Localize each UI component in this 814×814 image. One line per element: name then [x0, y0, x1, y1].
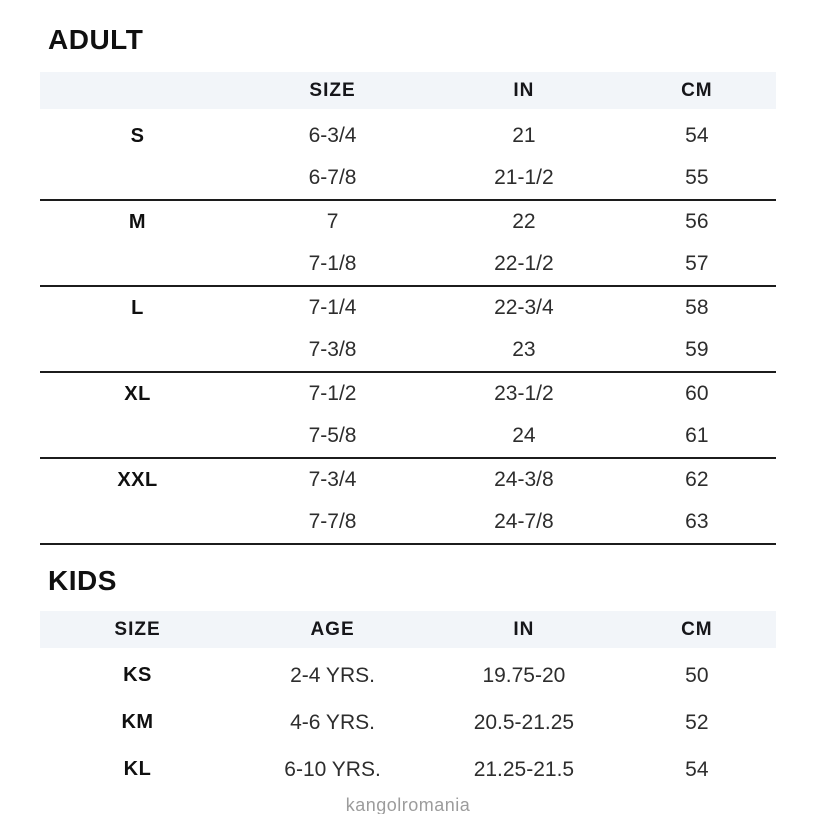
column-header-cm: CM [681, 79, 713, 101]
column-header-size: SIZE [114, 618, 161, 640]
in-value: 23-1/2 [494, 382, 554, 405]
size-value: 7-3/4 [308, 468, 357, 491]
cm-value: 62 [685, 468, 709, 491]
kids-section-title: KIDS [48, 565, 117, 596]
in-value: 24-7/8 [494, 510, 554, 533]
in-value: 24-3/8 [494, 468, 554, 491]
table-row [40, 459, 776, 501]
size-label: XXL [117, 468, 158, 491]
table-row [40, 329, 776, 371]
size-label: L [131, 296, 144, 319]
cm-value: 63 [685, 510, 709, 533]
table-row [40, 501, 776, 543]
size-label: S [130, 124, 145, 147]
in-value: 22-1/2 [494, 252, 554, 275]
table-row [40, 157, 776, 199]
age-value: 4-6 YRS. [290, 710, 375, 734]
size-label: KS [123, 664, 152, 686]
adult-section-title: ADULT [48, 24, 144, 55]
age-value: 6-10 YRS. [284, 757, 381, 781]
in-value: 21.25-21.5 [473, 757, 575, 781]
size-label: XL [124, 382, 151, 405]
cm-value: 56 [685, 210, 709, 233]
in-value: 20.5-21.25 [473, 710, 575, 734]
size-value: 7-1/8 [308, 252, 357, 275]
in-value: 22-3/4 [494, 296, 554, 319]
adult-size-table [40, 72, 776, 545]
column-header-in: IN [513, 79, 535, 101]
table-row [40, 373, 776, 415]
cm-value: 60 [685, 382, 709, 405]
size-value: 7 [326, 210, 339, 233]
cm-value: 57 [685, 252, 709, 275]
kids-table-header [40, 611, 776, 648]
size-value: 7-3/8 [308, 338, 357, 361]
column-header-in: IN [513, 618, 535, 640]
size-group-l [40, 287, 776, 373]
cm-value: 54 [685, 124, 709, 147]
size-label: KM [121, 711, 154, 733]
table-row [40, 746, 776, 793]
table-row [40, 699, 776, 746]
kids-size-table [40, 611, 776, 793]
in-value: 22 [512, 210, 536, 233]
table-row [40, 415, 776, 457]
in-value: 21 [512, 124, 536, 147]
size-label: M [128, 210, 147, 233]
size-group-xxl [40, 459, 776, 545]
age-value: 2-4 YRS. [290, 663, 375, 687]
size-value: 7-7/8 [308, 510, 357, 533]
size-value: 7-1/4 [308, 296, 357, 319]
cm-value: 52 [685, 710, 709, 734]
watermark-text: kangolromania [345, 795, 471, 814]
size-value: 7-5/8 [308, 424, 357, 447]
table-row [40, 201, 776, 243]
cm-value: 58 [685, 296, 709, 319]
column-header-age: AGE [310, 618, 355, 640]
in-value: 21-1/2 [494, 166, 554, 189]
table-row [40, 287, 776, 329]
table-row [40, 115, 776, 157]
table-row [40, 243, 776, 285]
in-value: 23 [512, 338, 536, 361]
size-group-m [40, 201, 776, 287]
cm-value: 59 [685, 338, 709, 361]
column-header-size: SIZE [309, 79, 356, 101]
size-value: 7-1/2 [308, 382, 357, 405]
cm-value: 54 [685, 757, 709, 781]
table-row [40, 652, 776, 699]
size-value: 6-7/8 [308, 166, 357, 189]
column-header-cm: CM [681, 618, 713, 640]
size-label: KL [123, 758, 152, 780]
size-group-xl [40, 373, 776, 459]
adult-table-header [40, 72, 776, 109]
cm-value: 55 [685, 166, 709, 189]
size-value: 6-3/4 [308, 124, 357, 147]
cm-value: 61 [685, 424, 709, 447]
in-value: 24 [512, 424, 536, 447]
cm-value: 50 [685, 663, 709, 687]
size-group-s [40, 115, 776, 201]
in-value: 19.75-20 [482, 663, 566, 687]
